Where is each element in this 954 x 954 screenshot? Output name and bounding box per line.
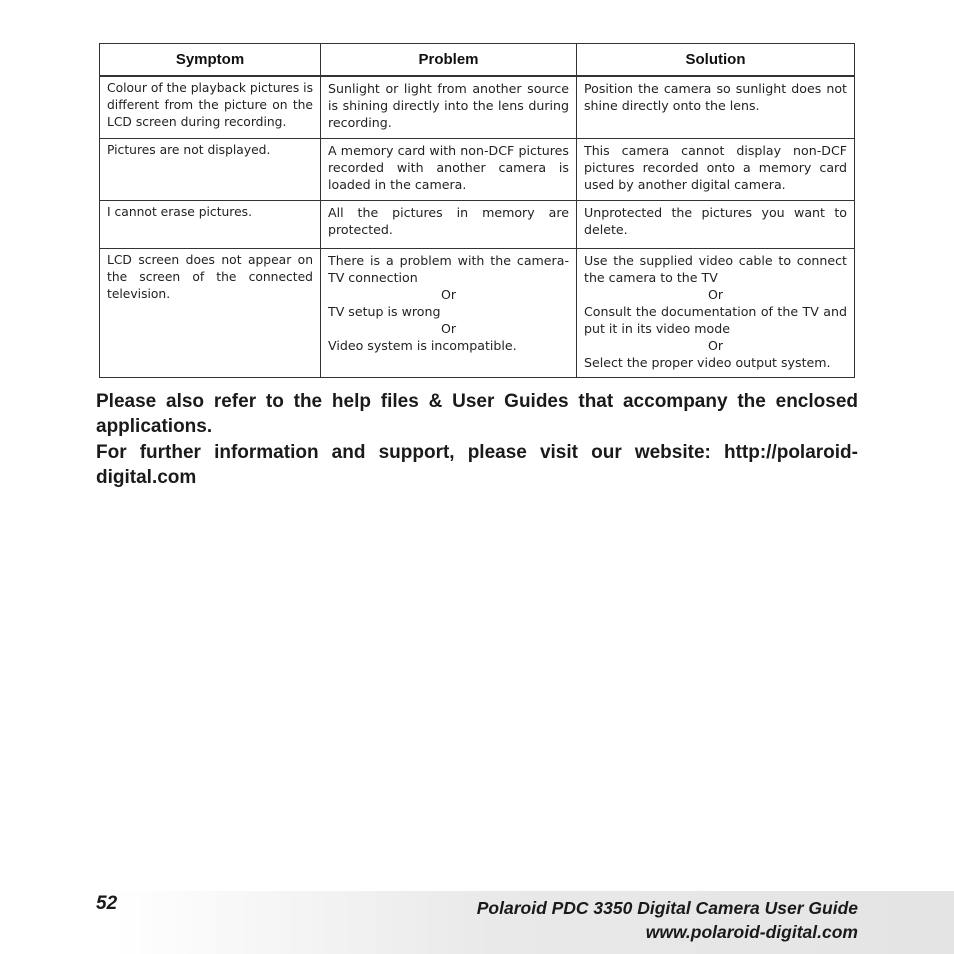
help-files-note: Please also refer to the help files & User Guides that accompany the enclosed applications.	[96, 391, 858, 437]
or-separator: Or	[707, 287, 724, 302]
page-number: 52	[96, 893, 118, 914]
header-problem: Problem	[321, 44, 577, 77]
symptom-cell: Colour of the playback pictures is different from the picture on the LCD screen during recording.	[100, 76, 321, 139]
solution-cell: This camera cannot display non-DCF pictures recorded onto a memory card used by another digital camera.	[577, 139, 855, 201]
table-row	[100, 139, 855, 201]
table-row	[100, 201, 855, 249]
or-separator: Or	[440, 287, 457, 302]
problem-line: TV setup is wrong	[328, 304, 441, 319]
footer-website: www.polaroid-digital.com	[645, 922, 858, 942]
solution-cell: Position the camera so sunlight does not shine directly onto the lens.	[577, 76, 855, 139]
solution-cell	[577, 249, 855, 378]
solution-line: Select the proper video output system.	[584, 355, 831, 370]
header-symptom: Symptom	[100, 44, 321, 77]
symptom-cell: LCD screen does not appear on the screen of the connected television.	[100, 249, 321, 378]
symptom-cell: Pictures are not displayed.	[100, 139, 321, 201]
problem-line: There is a problem with the camera-TV connection	[328, 253, 569, 285]
solution-line: Use the supplied video cable to connect the camera to the TV	[584, 253, 847, 285]
problem-cell: Sunlight or light from another source is shining directly into the lens during recording.	[321, 76, 577, 139]
problem-cell: All the pictures in memory are protected.	[321, 201, 577, 249]
table-row	[100, 76, 855, 139]
symptom-cell: I cannot erase pictures.	[100, 201, 321, 249]
or-separator: Or	[707, 338, 724, 353]
troubleshooting-table	[99, 43, 855, 378]
table-row	[100, 249, 855, 378]
guide-title: Polaroid PDC 3350 Digital Camera User Guide	[476, 898, 858, 918]
problem-cell	[321, 249, 577, 378]
table-header-row	[100, 44, 855, 77]
problem-line: Video system is incompatible.	[328, 338, 517, 353]
header-solution: Solution	[577, 44, 855, 77]
or-separator: Or	[440, 321, 457, 336]
support-website-note: For further information and support, please visit our website: http://polaroid-digital.com	[96, 442, 858, 488]
solution-line: Consult the documentation of the TV and put it in its video mode	[584, 304, 847, 336]
solution-cell: Unprotected the pictures you want to delete.	[577, 201, 855, 249]
problem-cell: A memory card with non-DCF pictures recorded with another camera is loaded in the camera.	[321, 139, 577, 201]
